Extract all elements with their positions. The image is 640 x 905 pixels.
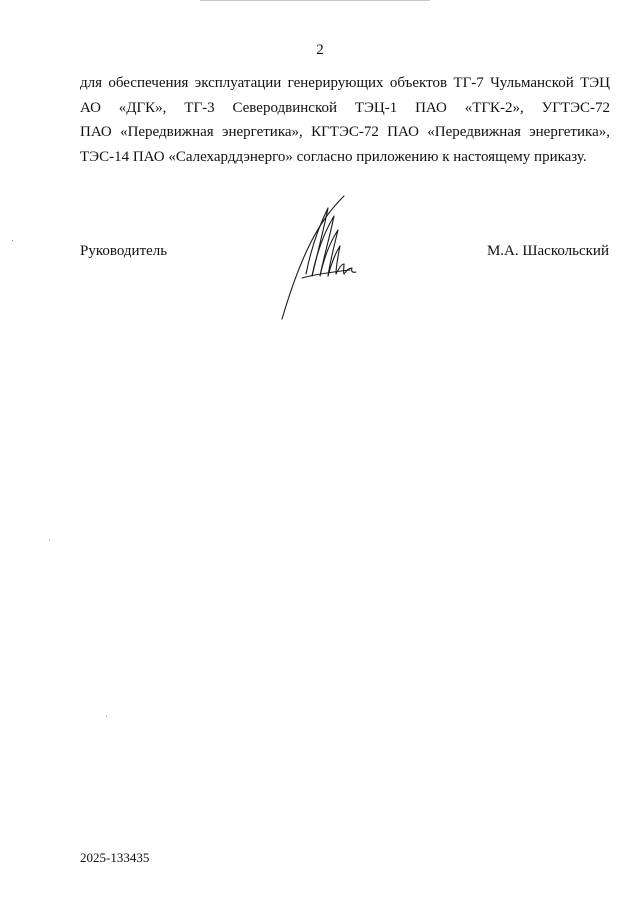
scan-speck xyxy=(49,540,50,541)
body-line: ПАО «Передвижная энергетика», КГТЭС-72 ПАО «Передвижная энергетика», xyxy=(80,124,610,140)
document-number: 2025-133435 xyxy=(80,850,150,865)
body-line: АО «ДГК», ТГ-3 Северодвинской ТЭЦ-1 ПАО «ТГК-2», УГТЭС-72 xyxy=(80,99,610,116)
signatory-role: Руководитель xyxy=(80,243,168,259)
scan-speck xyxy=(106,716,107,717)
handwritten-signature xyxy=(276,192,371,322)
body-paragraph xyxy=(80,71,610,169)
body-line: для обеспечения эксплуатации генерирующих объектов ТГ-7 Чульманской ТЭЦ xyxy=(80,75,610,91)
top-scan-rule xyxy=(200,0,430,1)
scan-speck xyxy=(12,240,13,241)
page-number: 2 xyxy=(316,42,324,58)
signatory-name: М.А. Шаскольский xyxy=(486,243,609,259)
body-line: ТЭС-14 ПАО «Салехарддэнерго» согласно приложению к настоящему приказу. xyxy=(80,148,587,165)
